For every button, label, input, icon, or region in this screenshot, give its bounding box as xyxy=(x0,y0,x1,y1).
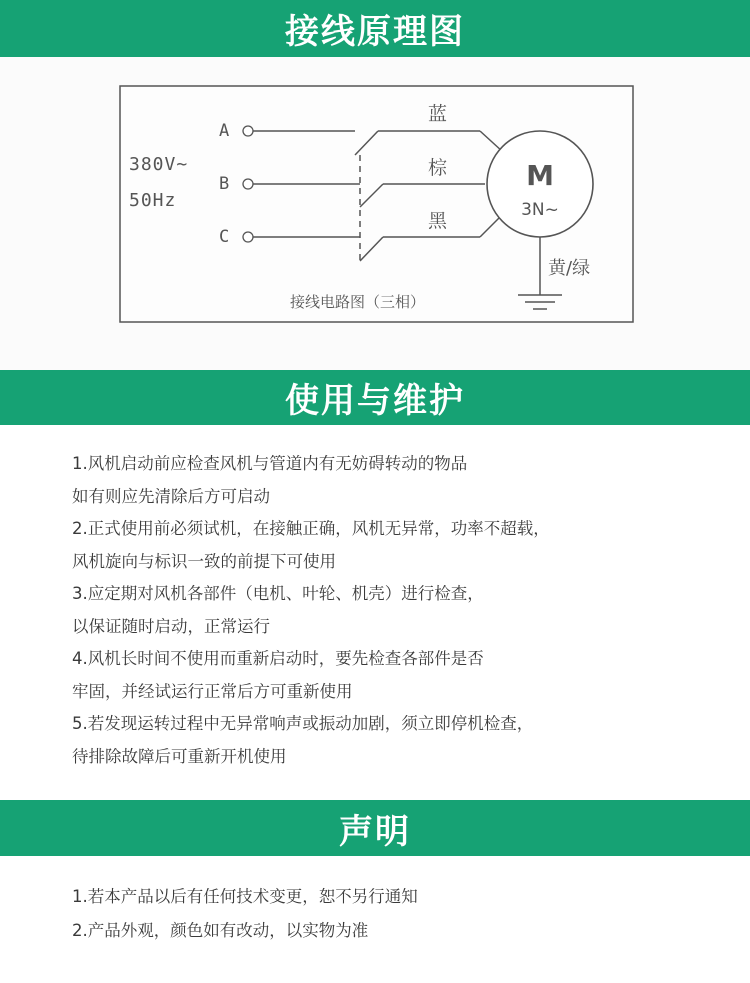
usage-line: 1.风机启动前应检查风机与管道内有无妨碍转动的物品 xyxy=(72,454,468,473)
wiring-diagram xyxy=(0,57,750,370)
usage-line: 4.风机长时间不使用而重新启动时，要先检查各部件是否 xyxy=(72,649,484,668)
ground-wire-label: 黄/绿 xyxy=(548,258,591,279)
usage-line: 风机旋向与标识一致的前提下可使用 xyxy=(72,551,336,571)
section-banner-wiring xyxy=(0,0,750,57)
declaration-line: 1.若本产品以后有任何技术变更，恕不另行通知 xyxy=(72,887,418,906)
supply-voltage: 380V~ xyxy=(129,154,189,175)
usage-line: 2.正式使用前必须试机，在接触正确，风机无异常，功率不超载， xyxy=(72,519,550,538)
usage-line: 如有则应先清除后方可启动 xyxy=(72,486,270,506)
section-title-usage: 使用与维护 xyxy=(285,381,465,421)
diagram-caption: 接线电路图（三相） xyxy=(290,293,426,311)
declaration-list xyxy=(72,880,418,948)
motor-symbol: M xyxy=(526,159,554,192)
supply-frequency: 50Hz xyxy=(129,190,177,211)
usage-line: 以保证随时启动，正常运行 xyxy=(72,616,270,636)
usage-line: 牢固，并经试运行正常后方可重新使用 xyxy=(72,681,353,701)
section-banner-usage xyxy=(0,370,750,425)
usage-line: 5.若发现运转过程中无异常响声或振动加剧，须立即停机检查， xyxy=(72,714,534,733)
terminal-b xyxy=(243,179,253,189)
usage-list xyxy=(72,448,550,773)
terminal-a-label: A xyxy=(219,121,230,141)
wire-blue-label: 蓝 xyxy=(428,103,448,125)
section-title-wiring: 接线原理图 xyxy=(285,12,465,52)
terminal-c xyxy=(243,232,253,242)
terminal-a xyxy=(243,126,253,136)
wire-black-label: 黑 xyxy=(428,210,448,232)
section-banner-declaration xyxy=(0,800,750,856)
usage-line: 3.应定期对风机各部件（电机、叶轮、机壳）进行检查， xyxy=(72,584,484,603)
declaration-line: 2.产品外观，颜色如有改动，以实物为准 xyxy=(72,921,369,940)
wire-brown-label: 棕 xyxy=(428,157,448,179)
terminal-b-label: B xyxy=(219,174,230,194)
motor-phase: 3N~ xyxy=(521,200,559,220)
section-title-declaration: 声明 xyxy=(339,811,411,852)
usage-line: 待排除故障后可重新开机使用 xyxy=(72,746,287,766)
terminal-c-label: C xyxy=(219,227,230,247)
